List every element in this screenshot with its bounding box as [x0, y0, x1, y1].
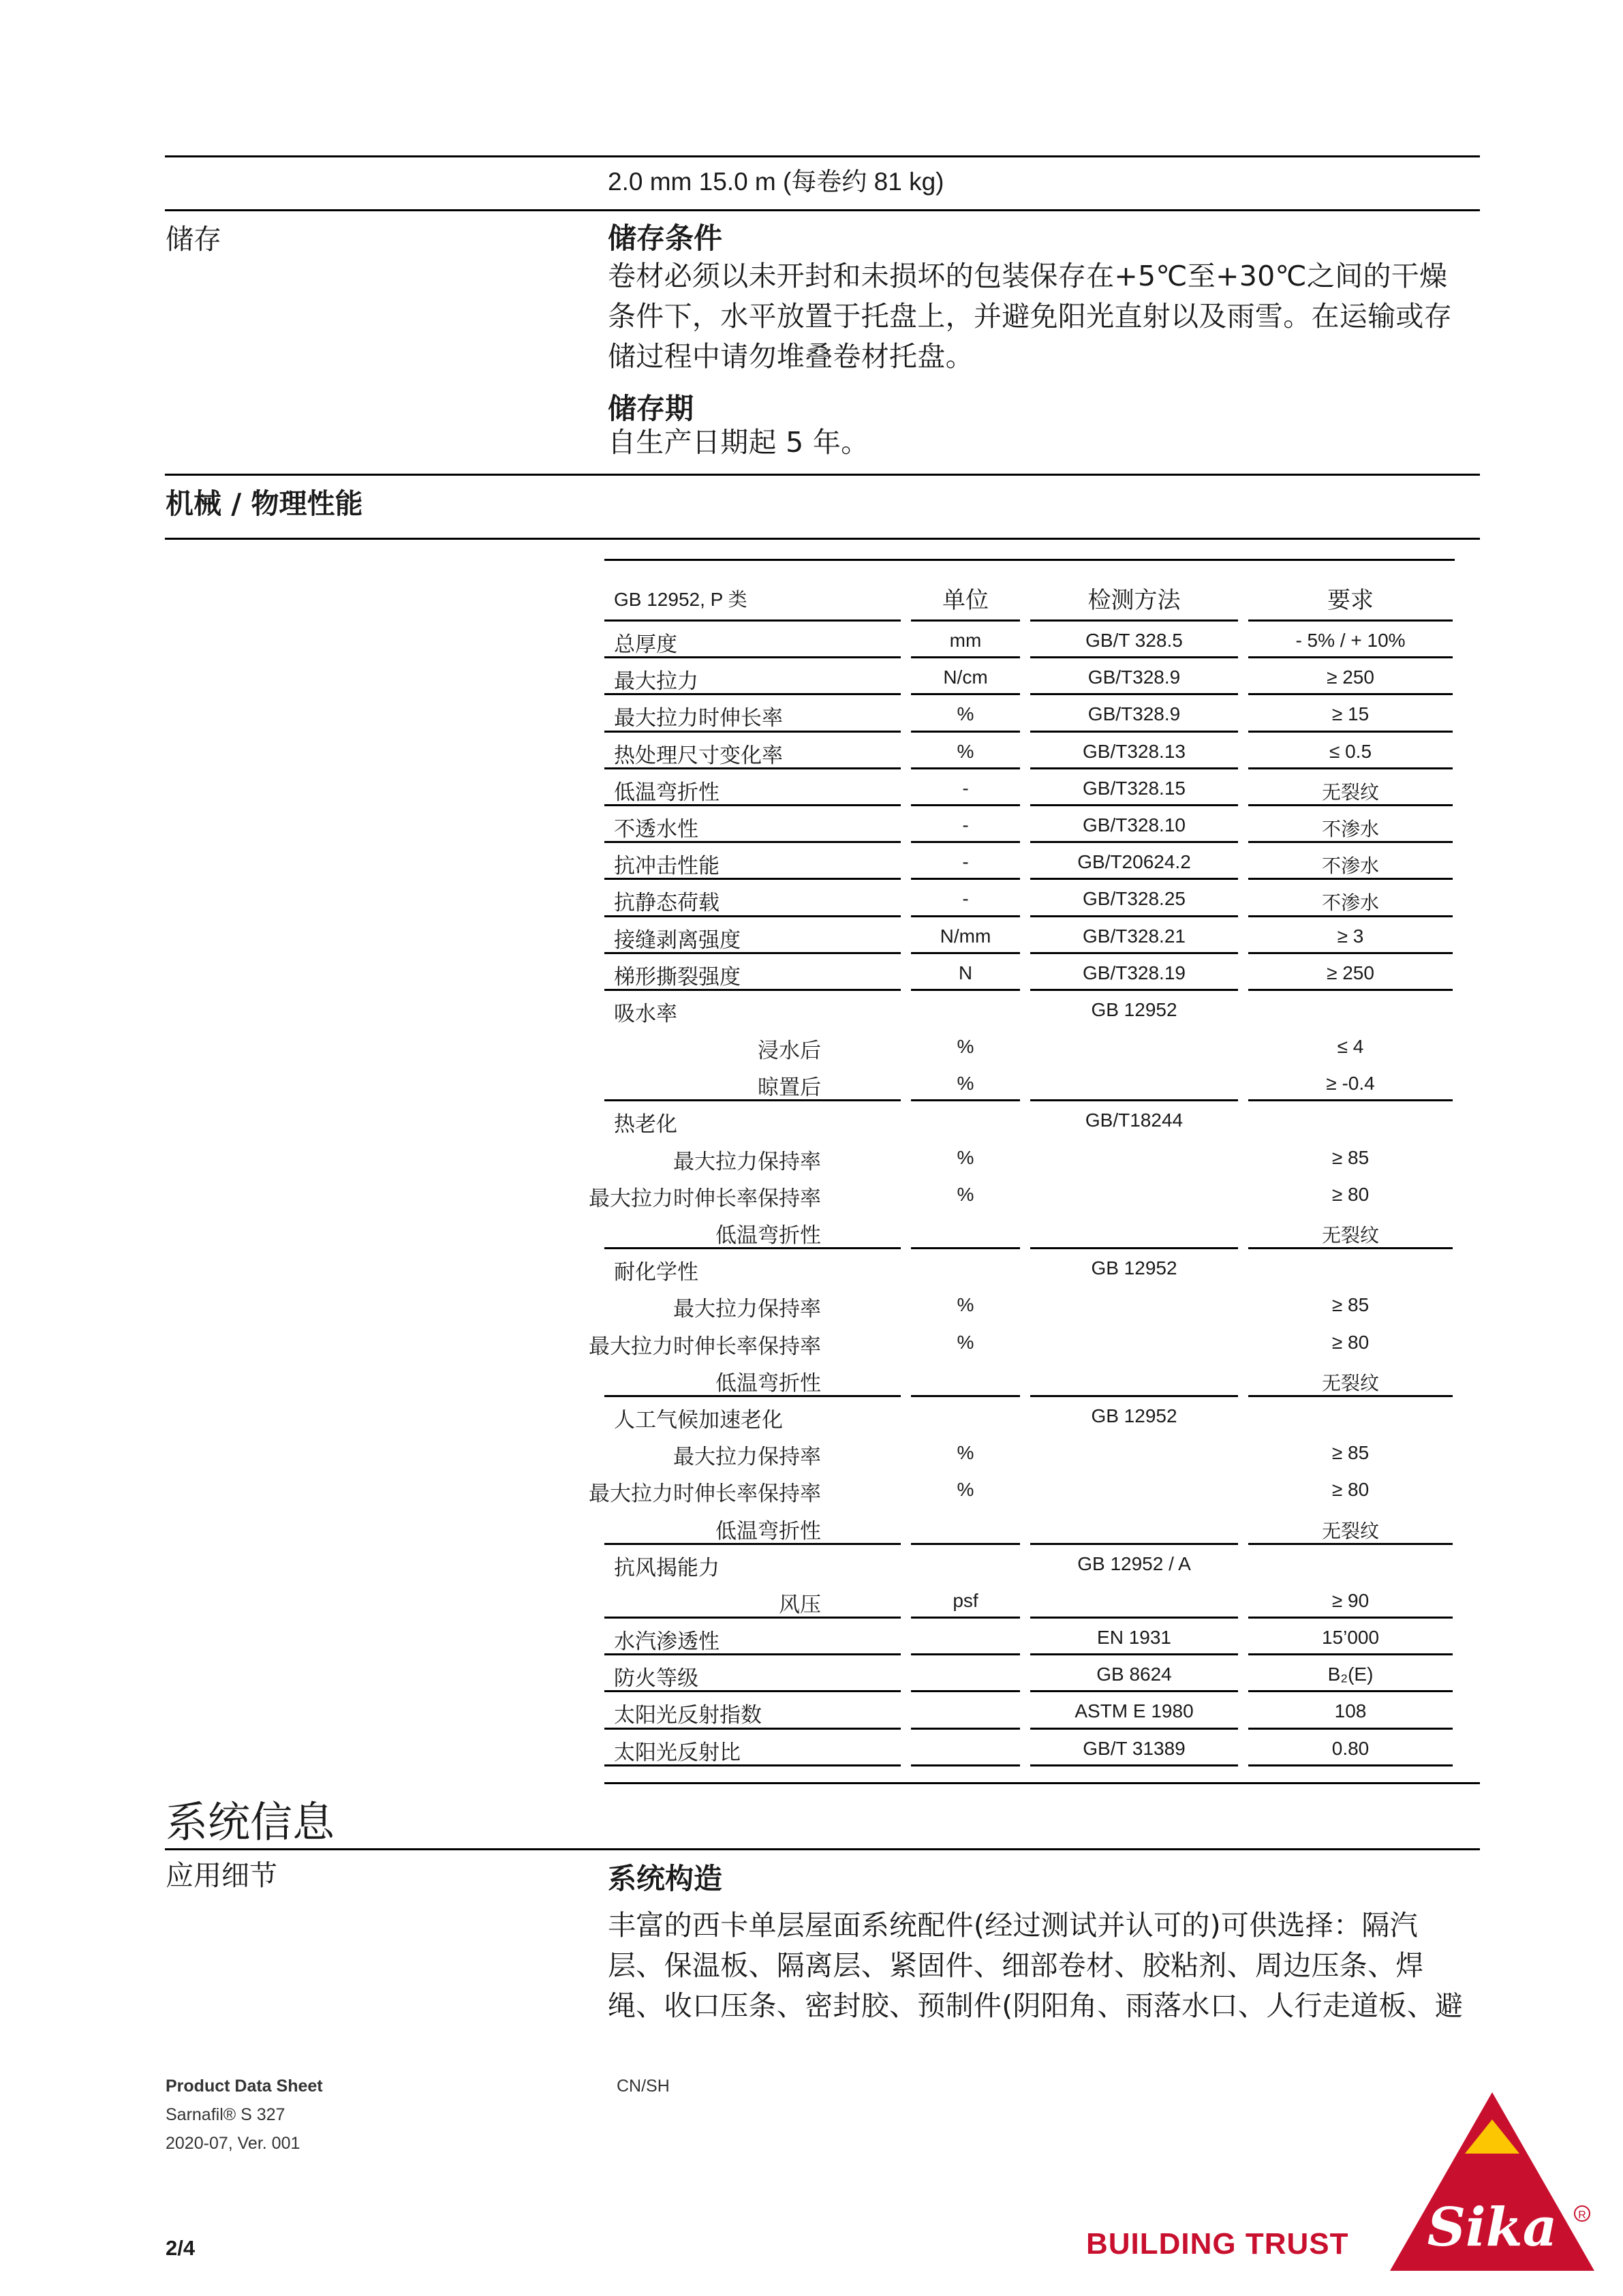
- sika-logo-text: Sika: [1427, 2196, 1558, 2259]
- method-cell: GB 12952: [1091, 998, 1177, 1020]
- table-row: [604, 1434, 1455, 1471]
- table-row: [604, 954, 1455, 991]
- mech-section-label: 机械 / 物理性能: [166, 487, 363, 520]
- page-number: 2/4: [166, 2236, 196, 2260]
- unit-cell: %: [957, 703, 974, 725]
- system-structure-text: 丰富的西卡单层屋面系统配件(经过测试并认可的)可供选择：隔汽层、保温板、隔离层、紧固件、细部卷材、胶粘剂、周边压条、焊绳、收口压条、密封胶、预制件(阴阳角、雨落水口、人行走道板、避: [608, 1909, 1464, 2022]
- property-cell: 最大拉力时伸长率: [614, 706, 783, 731]
- property-cell: 最大拉力保持率: [673, 1445, 821, 1470]
- unit-cell: %: [957, 740, 974, 762]
- method-cell: GB 12952: [1091, 1405, 1177, 1426]
- table-row: [604, 1028, 1455, 1065]
- requirement-cell: 无裂纹: [1321, 1372, 1379, 1394]
- requirement-cell: ≥ 85: [1331, 1442, 1370, 1464]
- storage-condition-title: 储存条件: [608, 221, 723, 255]
- unit-cell: %: [957, 1294, 974, 1316]
- footer-region: CN/SH: [617, 2077, 670, 2096]
- property-cell: 低温弯折性: [715, 1371, 821, 1396]
- property-cell: 人工气候加速老化: [614, 1407, 783, 1433]
- requirement-cell: ≥ 90: [1331, 1589, 1370, 1611]
- table-row: [604, 880, 1455, 917]
- system-heading: 系统信息: [166, 1797, 335, 1847]
- application-label: 应用细节: [166, 1859, 277, 1892]
- table-row: [604, 917, 1455, 954]
- cell-underline: [1248, 1764, 1453, 1766]
- table-row: [604, 658, 1455, 695]
- spec-table: [589, 559, 1455, 1766]
- table-row: [604, 695, 1455, 732]
- table-bottom-rule: [604, 1782, 1480, 1784]
- cell-underline: [1030, 1764, 1238, 1766]
- property-cell: 耐化学性: [614, 1260, 698, 1285]
- requirement-cell: 不渗水: [1321, 892, 1379, 914]
- header-method: 检测方法: [1087, 587, 1181, 613]
- method-cell: EN 1931: [1097, 1627, 1171, 1649]
- roll-size-text: 2.0 mm 15.0 m (每卷约 81 kg): [608, 168, 944, 196]
- cell-underline: [604, 1764, 901, 1766]
- table-row: [604, 1249, 1455, 1286]
- table-row: [604, 733, 1455, 769]
- property-cell: 不透水性: [614, 816, 698, 842]
- unit-cell: %: [957, 1146, 974, 1168]
- table-row: [604, 1619, 1455, 1655]
- property-cell: 水汽渗透性: [614, 1629, 720, 1655]
- property-cell: 最大拉力保持率: [673, 1149, 821, 1174]
- unit-cell: %: [957, 1073, 974, 1095]
- property-cell: 浸水后: [758, 1039, 821, 1064]
- method-cell: GB/T328.13: [1083, 740, 1186, 762]
- property-cell: 低温弯折性: [715, 1518, 821, 1544]
- property-cell: 吸水率: [614, 1001, 677, 1026]
- table-row: [604, 1360, 1455, 1397]
- table-row: [604, 843, 1455, 880]
- unit-cell: N/mm: [940, 925, 991, 947]
- method-cell: GB 12952: [1091, 1257, 1177, 1279]
- storage-label: 储存: [166, 223, 221, 256]
- method-cell: GB/T328.21: [1083, 925, 1186, 947]
- cell-underline: [911, 1764, 1020, 1766]
- unit-cell: mm: [949, 630, 982, 651]
- unit-cell: psf: [953, 1589, 978, 1611]
- requirement-cell: 0.80: [1331, 1737, 1370, 1759]
- requirement-cell: ≥ 80: [1331, 1479, 1370, 1501]
- method-cell: GB 8624: [1096, 1664, 1172, 1685]
- property-cell: 风压: [779, 1592, 821, 1617]
- requirement-cell: ≥ -0.4: [1326, 1073, 1375, 1095]
- top-rule: [165, 155, 1480, 157]
- table-row: [604, 991, 1455, 1028]
- table-row: [604, 769, 1455, 806]
- property-cell: 抗冲击性能: [614, 854, 720, 879]
- property-cell: 最大拉力保持率: [673, 1297, 821, 1322]
- svg-text:R: R: [1578, 2209, 1586, 2221]
- requirement-cell: ≥ 15: [1331, 703, 1370, 725]
- header-requirement: 要求: [1327, 587, 1374, 613]
- header-underline-row: [604, 593, 1455, 622]
- property-cell: 防火等级: [614, 1666, 698, 1692]
- table-row: [604, 1065, 1455, 1101]
- requirement-cell: 不渗水: [1321, 855, 1379, 877]
- requirement-cell: B₂(E): [1327, 1664, 1374, 1685]
- unit-cell: -: [962, 888, 969, 910]
- requirement-cell: 无裂纹: [1321, 1520, 1379, 1542]
- unit-cell: %: [957, 1479, 974, 1501]
- requirement-cell: ≤ 0.5: [1329, 740, 1372, 762]
- property-cell: 晾置后: [758, 1075, 821, 1101]
- unit-cell: -: [962, 851, 969, 873]
- property-cell: 太阳光反射比: [614, 1740, 741, 1765]
- method-cell: GB/T328.10: [1083, 814, 1186, 836]
- footer-doc-type: Product Data Sheet: [166, 2077, 323, 2096]
- table-row: [604, 1582, 1455, 1619]
- requirement-cell: ≥ 80: [1331, 1331, 1370, 1353]
- table-row: [589, 1323, 1455, 1360]
- table-row: [589, 1176, 1455, 1212]
- table-row: [604, 1508, 1455, 1545]
- method-cell: GB/T 328.5: [1085, 630, 1183, 651]
- table-row: [604, 1101, 1455, 1138]
- unit-cell: N: [958, 962, 973, 983]
- property-cell: 热老化: [614, 1112, 677, 1137]
- rule-after-system-heading: [165, 1848, 1480, 1850]
- property-cell: 最大拉力: [614, 669, 698, 694]
- property-cell: 热处理尺寸变化率: [614, 743, 783, 768]
- table-row: [604, 1212, 1455, 1249]
- header-unit: 单位: [942, 587, 989, 613]
- table-row: [604, 1139, 1455, 1176]
- method-cell: GB/T328.15: [1083, 777, 1186, 799]
- property-cell: 最大拉力时伸长率保持率: [589, 1334, 821, 1359]
- property-cell: 抗风揭能力: [614, 1555, 720, 1580]
- table-row: [604, 1286, 1455, 1323]
- footer-version: 2020-07, Ver. 001: [166, 2134, 300, 2153]
- requirement-cell: 无裂纹: [1321, 1225, 1379, 1246]
- method-cell: GB/T18244: [1085, 1109, 1184, 1131]
- requirement-cell: ≥ 80: [1331, 1183, 1370, 1205]
- unit-cell: %: [957, 1183, 974, 1205]
- method-cell: GB/T 31389: [1083, 1737, 1186, 1759]
- requirement-cell: ≥ 85: [1331, 1294, 1370, 1316]
- requirement-cell: 不渗水: [1321, 818, 1379, 840]
- requirement-cell: 无裂纹: [1321, 781, 1379, 803]
- unit-cell: %: [957, 1036, 974, 1058]
- requirement-cell: ≥ 85: [1331, 1146, 1370, 1168]
- method-cell: GB/T20624.2: [1077, 851, 1191, 873]
- requirement-cell: 108: [1334, 1700, 1367, 1722]
- unit-cell: %: [957, 1331, 974, 1353]
- method-cell: ASTM E 1980: [1075, 1700, 1194, 1722]
- property-cell: 总厚度: [614, 632, 677, 657]
- method-cell: GB/T328.9: [1087, 667, 1181, 688]
- method-cell: GB/T328.19: [1083, 962, 1186, 983]
- requirement-cell: - 5% / + 10%: [1295, 630, 1406, 651]
- table-row: [604, 1730, 1455, 1766]
- requirement-cell: 15’000: [1321, 1627, 1380, 1649]
- header-standard: GB 12952, P 类: [614, 589, 747, 610]
- unit-cell: %: [957, 1442, 974, 1464]
- property-cell: 低温弯折性: [715, 1223, 821, 1248]
- property-cell: 抗静态荷载: [614, 891, 720, 916]
- rule-after-storage: [165, 474, 1480, 476]
- table-row: [604, 806, 1455, 843]
- table-row: [589, 1471, 1455, 1507]
- property-cell: 最大拉力时伸长率保持率: [589, 1482, 821, 1507]
- table-row: [604, 1545, 1455, 1582]
- requirement-cell: ≤ 4: [1337, 1036, 1364, 1058]
- system-structure-title: 系统构造: [608, 1862, 723, 1895]
- property-cell: 太阳光反射指数: [614, 1703, 762, 1728]
- shelf-life-title: 储存期: [608, 392, 694, 425]
- shelf-life-text: 自生产日期起 5 年。: [608, 426, 869, 459]
- building-trust-tagline: BUILDING TRUST: [1086, 2227, 1349, 2261]
- property-cell: 最大拉力时伸长率保持率: [589, 1186, 821, 1211]
- table-header-row: [604, 559, 1455, 613]
- rule-after-mech-label: [165, 538, 1480, 540]
- method-cell: GB 12952 / A: [1077, 1552, 1191, 1574]
- footer-product: Sarnafil® S 327: [166, 2105, 285, 2124]
- rule-after-size: [165, 209, 1480, 211]
- requirement-cell: ≥ 250: [1327, 667, 1374, 688]
- method-cell: GB/T328.9: [1087, 703, 1181, 725]
- sika-logo: [1390, 2092, 1594, 2276]
- table-row: [604, 1397, 1455, 1434]
- method-cell: GB/T328.25: [1083, 888, 1186, 910]
- requirement-cell: ≥ 250: [1327, 962, 1374, 983]
- table-row: [604, 1655, 1455, 1692]
- unit-cell: N/cm: [943, 667, 988, 688]
- table-body: [589, 622, 1455, 1766]
- storage-condition-text: 卷材必须以未开封和未损坏的包装保存在+5℃至+30℃之间的干燥条件下，水平放置于托盘上，并避免阳光直射以及雨雪。在运输或存储过程中请勿堆叠卷材托盘。: [608, 260, 1452, 373]
- property-cell: 低温弯折性: [614, 780, 720, 805]
- unit-cell: -: [962, 814, 969, 836]
- requirement-cell: ≥ 3: [1337, 925, 1364, 947]
- table-row: [604, 1692, 1455, 1729]
- property-cell: 梯形撕裂强度: [614, 964, 741, 990]
- property-cell: 接缝剥离强度: [614, 928, 741, 953]
- unit-cell: -: [962, 777, 969, 799]
- table-row: [604, 622, 1455, 658]
